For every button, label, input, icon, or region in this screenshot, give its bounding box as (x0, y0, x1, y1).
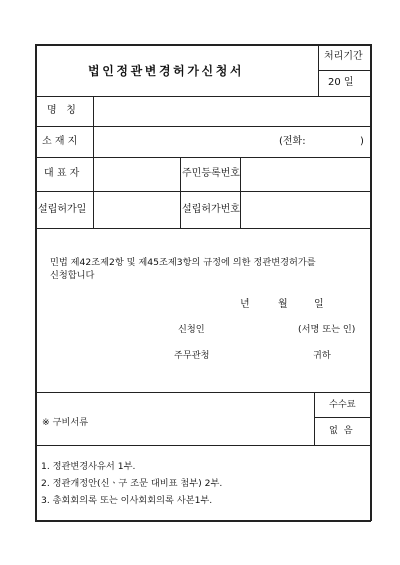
rule-documents-bottom (35, 445, 371, 446)
location-field[interactable] (95, 128, 275, 156)
required-documents-heading: ※ 구비서류 (42, 417, 89, 428)
rule-permit-bottom (35, 228, 371, 229)
processing-period-value: 20 일 (328, 77, 354, 88)
resident-number-field[interactable] (242, 159, 369, 190)
applicant-label: 신청인 (178, 324, 205, 335)
authority-label: 주무관청 (174, 350, 210, 361)
rule-location-bottom (35, 157, 371, 158)
honorific-label: 귀하 (313, 350, 331, 361)
rule-mid-right (240, 157, 241, 228)
phone-label: (전화: (279, 136, 306, 147)
permit-number-label: 설립허가번호 (182, 204, 240, 215)
form-title: 법인정관변경허가신청서 (88, 64, 245, 78)
rule-representative-bottom (35, 191, 371, 192)
document-item: 1. 정관변경사유서 1부. (41, 461, 136, 472)
fee-value: 없 음 (329, 425, 353, 436)
applicant-signature-field[interactable] (212, 318, 292, 336)
border-bottom (35, 520, 371, 522)
permit-number-field[interactable] (242, 193, 369, 227)
date-month-label: 월 (278, 299, 288, 310)
date-day-label: 일 (314, 299, 324, 310)
statement-line-1: 민법 제42조제2항 및 제45조제3항의 규정에 의한 정관변경허가를 (50, 257, 316, 268)
representative-field[interactable] (95, 159, 179, 190)
name-field[interactable] (95, 98, 369, 125)
border-top (35, 44, 371, 46)
border-left (35, 44, 37, 521)
rule-label-column (93, 96, 94, 228)
rule-title-bottom (35, 96, 371, 97)
rule-statement-bottom (35, 392, 371, 393)
document-item: 2. 정관개정안(신ㆍ구 조문 대비표 첨부) 2부. (41, 478, 223, 489)
representative-label: 대 표 자 (44, 168, 80, 179)
statement-line-2: 신청합니다 (50, 270, 95, 281)
rule-mid-left (180, 157, 181, 228)
permit-date-label: 설립허가일 (38, 204, 87, 215)
rule-fee-mid (314, 417, 370, 418)
border-right (370, 44, 372, 521)
fee-label: 수수료 (329, 399, 356, 410)
permit-date-field[interactable] (95, 193, 179, 227)
date-year-label: 년 (240, 299, 250, 310)
name-label: 명 칭 (47, 105, 76, 116)
resident-number-label: 주민등록번호 (182, 168, 240, 179)
rule-fee-left (314, 392, 315, 445)
document-item: 3. 총회회의록 또는 이사회회의록 사본1부. (41, 495, 213, 506)
phone-close: ) (360, 136, 364, 147)
rule-processing-mid (318, 70, 370, 71)
processing-period-label: 처리기간 (324, 51, 363, 62)
rule-name-bottom (35, 126, 371, 127)
location-label: 소 재 지 (42, 136, 78, 147)
signature-label: (서명 또는 인) (298, 324, 356, 335)
